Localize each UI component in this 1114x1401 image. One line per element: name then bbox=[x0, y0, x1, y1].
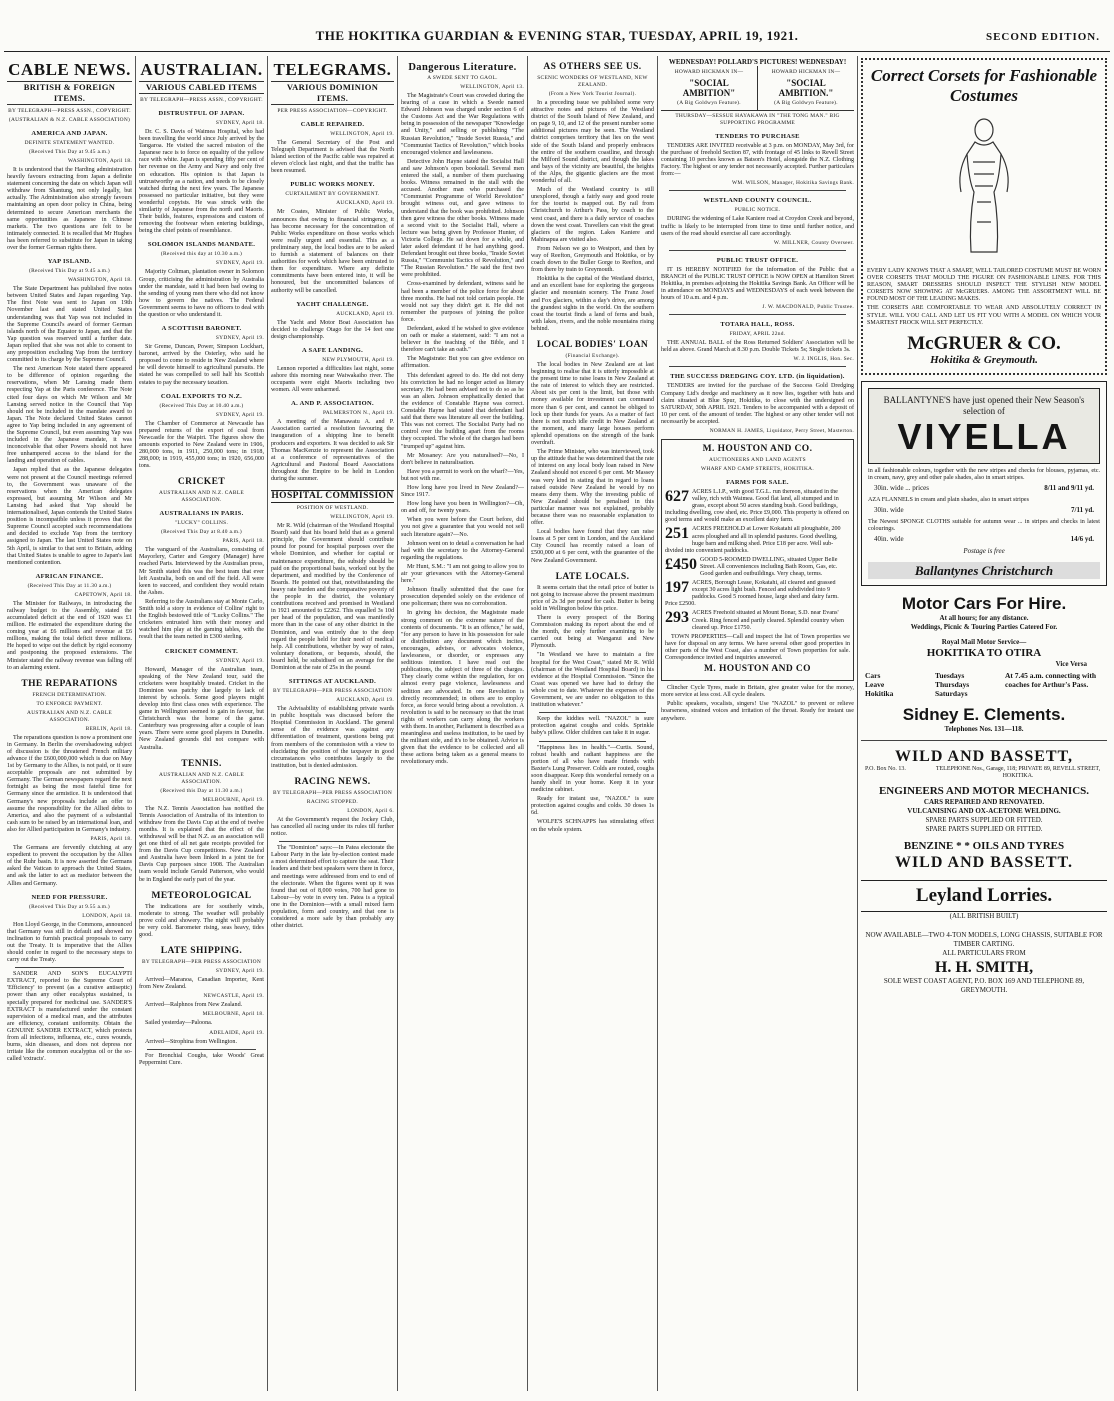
pictures-banner: WEDNESDAY! POLLARD'S PICTURES! WEDNESDAY! bbox=[668, 58, 847, 66]
dateline: NEW PLYMOUTH, April 19. bbox=[322, 356, 394, 363]
article-text: From Nelson we go to Westport, and then by way of Reefton, Greymouth and Hokitika, or by coach down to the Buller Gorge to Reefton, and from there by train to Greymouth. bbox=[531, 245, 654, 274]
corset-figure-illustration bbox=[939, 112, 1029, 262]
article-text: The General Secretary of the Post and Telegraph Department is advised that the North Island section of the Pacific cable was repaired at eleven o'clock last night, and that the traffic has been resumed. bbox=[271, 140, 394, 175]
divider bbox=[669, 190, 846, 191]
tennis-heading: TENNIS. bbox=[181, 758, 222, 769]
local-bodies-loan-heading: LOCAL BODIES' LOAN bbox=[536, 340, 649, 350]
article-text: Mr Hunt, S.M.: "I am not going to allow you to air your grievances with the Attorney-General here." bbox=[401, 563, 524, 585]
hsmith-address: SOLE WEST COAST AGENT, P.O. BOX 169 AND TELEPHONE 89, GREYMOUTH. bbox=[883, 976, 1085, 994]
dateline: CAPETOWN, April 18. bbox=[74, 591, 132, 598]
article-subheading: DEFINITE STATEMENT WANTED. bbox=[24, 140, 115, 146]
article-text: The indications are for southerly winds, moderate to strong. The weather will probably prove cold and showery. The night will probably be very cold. Barometer rising, seas heavy, tides good. bbox=[139, 903, 264, 939]
dateline: WELLINGTON, April 13. bbox=[460, 84, 524, 90]
pictures-sub: (A Big Goldwyn Feature). bbox=[677, 100, 741, 106]
byline: BY TELEGRAPH—PRESS ASSN., COPYRIGHT. bbox=[8, 108, 131, 114]
article-text: Lennon reported a difficulties last night, some ashore this morning near Waiwakaiho river. The occupants were eight Maoris including two women. All were unharmed. bbox=[271, 365, 394, 394]
masthead-rule bbox=[4, 51, 1110, 52]
notice-signature: NORMAN H. JAMES, Liquidator, Perry Street, Masterton. bbox=[709, 427, 854, 434]
byline: BY TELEGRAPH—PRESS ASSN., COPYRIGHT. bbox=[140, 97, 263, 103]
article-text: Detective John Hayne stated the Socialist Hall and saw Johnson's open bookstall. Several men entered the stall, a number of them purchasing books. Witness remained in the stall with the accused. Another man who purchased the "Communist Programme of World Revolution" brought witness out, and gave witness to understand that the book was prohibited. Johnson then gave witness the other books. Witness made a second visit to the Socialist Hall, where a lecture was being given by Professor Hunter, of Victoria College. He sat down for a while, and later asked defendant if he had anything good. Defendant brought out three books, "Inside Soviet Russia," "Communist Tactics of Revolution," and "The Russian Revolution." He said the first two were prohibited. bbox=[401, 158, 524, 279]
byline: AUSTRALIAN AND N.Z. CABLE ASSOCIATION. bbox=[27, 709, 112, 723]
timetable-cell: Leave bbox=[865, 680, 885, 690]
dateline: WELLINGTON, April 19. bbox=[330, 131, 394, 137]
article-text: Hon Lloyd George, in the Commons, announced that Germany was still in default and showed no inclination to furnish practical proposals to carry out the Treaty. It is imperative that the Allies should confer in regard to the necessary steps to carry out the Treaty. bbox=[7, 921, 132, 964]
farms-for-sale-heading: FARMS FOR SALE. bbox=[726, 478, 789, 486]
article-heading: DISTRUSTFUL OF JAPAN. bbox=[158, 110, 245, 117]
advertisement-text: WOLFE'S SCHNAPPS has stimulating effect on the whole system. bbox=[531, 819, 654, 833]
telegrams-subheading: VARIOUS DOMINION ITEMS. bbox=[271, 81, 394, 105]
article-subheading: A SWEDE SENT TO GAOL. bbox=[427, 75, 498, 81]
telegrams-heading: TELEGRAMS. bbox=[273, 60, 392, 79]
dateline: WASHINGTON, April 18. bbox=[68, 158, 132, 164]
divider bbox=[861, 740, 1107, 741]
dateline: SYDNEY, April 19. bbox=[215, 411, 264, 418]
farm-acres: 293 bbox=[665, 610, 689, 627]
leyland-sub: (ALL BRITISH BUILT) bbox=[949, 911, 1019, 920]
article-heading: CABLE REPAIRED. bbox=[300, 121, 365, 128]
corset-title: Correct Corsets for Fashionable Costumes bbox=[870, 66, 1098, 105]
edition-label: SECOND EDITION. bbox=[985, 31, 1100, 43]
pictures-star: HOWARD HICKMAN IN— bbox=[771, 69, 841, 75]
article-text: A meeting of the Manawatu A. and P. Association carried a resolution favouring the inauguration of a shipping line to benefit producers and exporters. It was decided to ask Sir Thomas MacKenzie to represent the Association at a conference of representatives of the Agricultural and Pastoral Board Associations throughout the Empire to be held in London during the summer. bbox=[271, 419, 394, 482]
article-text: Arrived—Strophina from Wellington. bbox=[145, 1038, 237, 1045]
article-text: The local bodies in New Zealand are at last beginning to realise that it is utterly impossible at the present time to raise loans in New Zealand at the rate of interest to which they are restricted. About six per cent is the limit, but those with money available for investment can command more than 6 per cent, and cannot be obliged to lock up their funds for years. As a matter of fact there is not much idle credit in New Zealand at the moment, and many large houses perform splendid operations on the strength of the bank overdraft. bbox=[531, 362, 654, 447]
viyella-intro: BALLANTYNE'S have just opened their New Season's selection of bbox=[883, 394, 1085, 416]
ballantynes-signature: Ballantynes Christchurch bbox=[868, 562, 1100, 579]
farm-description: ACRES L.I.P., with good T.G.L. run thereon, situated in the valley, rich with Waimea. Good flat land, all stumped and in grass, except about 50 acres standing bush. Good buildings, including dwelling, cow shed, etc. Price £9,000. This property is offered on good terms and would make an excellent dairy farm. bbox=[665, 488, 849, 524]
article-text: Howard, Manager of the Australian team, speaking of the New Zealand tour, said the cricketers were hospitably treated. Cricket in the Dominion was patchy due largely to lack of interest by schools. Some good players might develop into first class ones with experience. The game in Wellington seemed to gain in favour, but Christchurch was the home of the game. Canterbury was progressing after a couple of lean years. There were some good players in Dunedin. New Zealand grounds did not compare with Australia. bbox=[139, 666, 264, 751]
article-text: How long have you lived in New Zealand?—Since 1917. bbox=[401, 484, 524, 499]
byline: AUSTRALIAN AND N.Z. CABLE ASSOCIATION. bbox=[159, 490, 244, 504]
article-heading: CRICKET COMMENT. bbox=[164, 647, 239, 655]
dangerous-literature-heading: Dangerous Literature. bbox=[408, 62, 517, 73]
article-text: Japan replied that as the Japanese delegates were not present at the Council meetings referred to, the Government was unaware of the reservations when the American delegates expressed, but assuming Mr Wilson and Mr Lansing had asked that Yap should be internationalised, Japan contends the United States position is incompatible unless it proves that the Supreme Council accepted such recommendations and decided to exclude Yap from the territory assigned to Japan. The last United States note on 5th April, is similar to that sent to Britain, adding that United States is unable to agree to Japan's last mentioned contention. bbox=[7, 467, 132, 566]
article-text: The Chamber of Commerce at Newcastle has prepared returns of the export of coal from Newcastle for the Waipiri. The figures show the amounts exported to New Zealand were in 1906, 280,000 tons, in 1911, 250,000 tons; in 1918, 288,000; in 1919, 455,000 tons; in 1920, 656,000 tons. bbox=[139, 420, 264, 470]
article-heading: PUBLIC WORKS MONEY. bbox=[290, 181, 375, 189]
leyland-heading: Leyland Lorries. bbox=[861, 880, 1107, 912]
hsmith-name: H. H. SMITH, bbox=[934, 958, 1034, 976]
cable-news-subheading: BRITISH & FOREIGN ITEMS. bbox=[7, 81, 132, 105]
price-label: 30in. wide bbox=[874, 506, 904, 515]
notice-heading: PUBLIC TRUST OFFICE. bbox=[716, 256, 799, 264]
timetable-cell: Thursdays bbox=[935, 680, 970, 690]
australian-heading: AUSTRALIAN. bbox=[140, 60, 263, 79]
timetable-cell: Saturdays bbox=[935, 689, 968, 699]
column-cable-news bbox=[4, 56, 136, 1391]
article-subheading: TO ENFORCE PAYMENT. bbox=[36, 700, 103, 707]
farm-description: ACRES, Borough Lease, Kokatahi, all cleared and grassed except 30 acres light bush. Fenced and subdivided into 9 paddocks. Good 5 roomed house, large shed and dairy farm. Price £2500. bbox=[665, 580, 839, 608]
received-line: (Received This Day at 10.40 a.m.) bbox=[159, 402, 244, 409]
notice-text: TENDERS ARE INVITED receivable at 3 p.m. on MONDAY, May 3rd, for the purchase of freehold Section 87, with frontage of 45 links to Revell Street containing 10 perches known as Batson's Hotel, alongside the N.Z. Clothing Factory. The highest or any tender not necessarily accepted. Further particulars from:— bbox=[661, 143, 854, 178]
article-text: The Minister for Railways, in introducing the railway budget to the Assembly, stated the accumulated deficit at the end of 1920 was £1 million. He estimated the expenditure during the coming year at £6 millions and revenue at £6 millions, making the total deficit three millions. He hoped to wipe out the deficit by rigid economy and postponing the proposed extensions. The Minister stated the railway revenue was falling off to an alarming extent. bbox=[7, 600, 132, 671]
houston-heading: M. HOUSTON AND CO. bbox=[702, 443, 813, 454]
byline: (AUSTRALIAN & N.Z. CABLE ASSOCIATION) bbox=[8, 117, 131, 123]
dateline: SYDNEY, April 19. bbox=[215, 335, 264, 342]
dateline: WELLINGTON, April 19. bbox=[330, 514, 394, 521]
byline: BY TELEGRAPH—PER PRESS ASSOCIATION bbox=[141, 959, 262, 966]
motor-cars-heading: Motor Cars For Hire. bbox=[901, 594, 1067, 614]
advertisement-text: SANDER AND SON'S EUCALYPTI EXTRACT, reported to the Supreme Court of 'Efficiency' to prevent (as a curative antiseptic) power than any other eucalyptus sustained, is specially prepared for medicinal use. SANDER'S EXTRACT is manufactured under the constant supervision of a medical man, and the attributes are efficiency, constant uniformity. Obtain the GENUINE SANDER EXTRACT, which protects from all infections, influenza, etc., cures wounds, burns, skin diseases, and does not depress nor irritate like the common eucalyptus oil or the so-called 'extracts'. bbox=[7, 971, 132, 1063]
price-label: 30in. wide ... prices bbox=[874, 483, 930, 492]
source-line: (From a New York Tourist Journal). bbox=[548, 91, 637, 97]
dateline: LONDON, April 6. bbox=[347, 807, 394, 814]
farm-description: ACRES Freehold situated at Mount Bonar, S.D. near Evans' Creek. Ring fenced and partly cleared. Splendid country when cleared up. Price £1750. bbox=[692, 610, 844, 631]
article-text: The Germans are fervently clutching at any expedient to prevent the occupation by the Allies of the Ruhr basin. It is now asserted the Germans asked the Vatican to approach the United States, and ask the latter to act as mediator between the Allies and Germany. bbox=[7, 845, 132, 887]
cable-news-heading: CABLE NEWS. bbox=[8, 60, 131, 79]
article-text: Arrived—Maranoa, Canadian Importer, Kent from New Zealand. bbox=[139, 977, 264, 991]
farm-listing bbox=[665, 580, 850, 608]
timetable-cell: Hokitika bbox=[865, 689, 894, 699]
corset-ad bbox=[861, 58, 1107, 375]
late-locals-heading: LATE LOCALS. bbox=[555, 571, 630, 582]
article-text: Cross-examined by defendant, witness said he had been a member of the police force for about three months. He had not told certain people. He would not say they didn't get it. He did not remember the purposes of joining the police force. bbox=[401, 281, 524, 323]
farm-acres: 251 bbox=[665, 526, 689, 543]
column-dangerous-literature bbox=[398, 56, 528, 1391]
notice-text: TENDERS are invited for the purchase of the Success Gold Dredging Company Ltd's dredge and machinery as it now lies, together with huts and claim situated at Blue Spur, Hokitika, to close with the undersigned on SATURDAY, 30th APRIL 1921. Tenders to be accompanied with a deposit of 10 per cent. of the amount of tender. The highest or any other tender will not necessarily be accepted. bbox=[661, 383, 854, 425]
farm-description: ACRES FREEHOLD at Lower Kokatahi all ploughable, 200 acres ploughed and all in splendid pastures. Good dwelling, huge barn and milking shed. Price £18 per acre. Well sub-divided into convenient paddocks. bbox=[665, 526, 841, 554]
cricket-heading: CRICKET bbox=[177, 477, 226, 488]
article-text: Sailed yesterday—Paloona. bbox=[145, 1020, 213, 1027]
article-heading: A SAFE LANDING. bbox=[301, 346, 364, 354]
address: TELEPHONE Nos., Garage, 118; PRIVATE 89, REVELL STREET, HOKITIKA. bbox=[935, 766, 1101, 780]
dateline: PARIS, April 18. bbox=[90, 836, 132, 843]
viyella-wordmark: VIYELLA bbox=[897, 415, 1071, 457]
advertisement-text: Clincher Cycle Tyres, made in Britain, give greater value for the money, more service at less cost. All cycle dealers. bbox=[661, 685, 854, 699]
article-subheading: CURTAILMENT BY GOVERNMENT. bbox=[285, 191, 380, 198]
dateline: BERLIN, April 18. bbox=[85, 725, 132, 732]
motor-subheading: At all hours; for any distance. bbox=[939, 614, 1029, 623]
postage-note: Postage is free bbox=[963, 547, 1005, 556]
divider bbox=[539, 741, 646, 742]
dateline: WASHINGTON, April 18. bbox=[68, 277, 132, 284]
article-text: How long have you been in Wellington?—Oh, on and off, for twenty years. bbox=[401, 501, 524, 515]
wild-bassett-heading: WILD AND BASSETT. bbox=[894, 853, 1074, 871]
advertisement-text: Public speakers, vocalists, singers! Use "NAZOL" to prevent or relieve hoarseness, strained voices and irritation of the throat. Ready for instant use anywhere. bbox=[661, 701, 854, 722]
article-subheading: "LUCKY" COLLINS. bbox=[174, 520, 229, 527]
dateline: SYDNEY, April 18. bbox=[215, 120, 264, 126]
racing-news-heading: RACING NEWS. bbox=[294, 776, 371, 787]
article-text: The Magistrate: But you can give evidence on affirmation. bbox=[401, 356, 524, 370]
clements-name: Sidney E. Clements. bbox=[902, 705, 1066, 725]
article-heading: COAL EXPORTS TO N.Z. bbox=[160, 392, 243, 400]
column-advertisements bbox=[858, 56, 1110, 1391]
pictures-footer: THURSDAY—SESSUE HAYAKAWA IN "THE TONG MAN." BIG SUPPORTING PROGRAMME bbox=[675, 113, 840, 126]
article-text: "In Westland we have to maintain a fire hospital for the West Coast," stated Mr R. Wild (chairman of the Westland Hospital Board) in his evidence at the Hospital Commission. "Since the Coast was opened we have had to defray the whole cost to date. Whatever the expenses of the Government, we are under no obligation to this institution whatever." bbox=[531, 652, 654, 709]
notice-heading: TOTARA HALL, ROSS. bbox=[720, 321, 795, 329]
article-text: The Yacht and Motor Boat Association has decided to challenge Otago for the 14 feet one design championship. bbox=[271, 319, 394, 340]
article-heading: YAP ISLAND. bbox=[47, 258, 92, 266]
byline: BY TELEGRAPH—PER PRESS ASSOCIATION bbox=[272, 688, 393, 695]
pictures-title: "SOCIAL AMBITION." bbox=[778, 78, 834, 98]
article-text: Defendant, asked if he wished to give evidence on oath or make a statement, said: "I am not a believer in the teaching of the Bible, and I therefore can't take an oath." bbox=[401, 326, 524, 354]
price-label: 40in. wide bbox=[874, 535, 904, 544]
notice-subheading: FRIDAY, APRIL 22nd. bbox=[729, 331, 786, 338]
article-text: Majority Coltman, plantation owner in Solomon Group, criticising the administration by Australia under the mandate, said it had been bad owing to the sending of young men there who did not know how to govern the natives. The Federal Government seems to have no officers to deal with the question or who understand it. bbox=[139, 269, 264, 318]
price-value: 8/11 and 9/11 yd. bbox=[1044, 483, 1094, 492]
article-text: Hokitika is the capital of the Westland district, and an excellent base for exploring the gorgeous glacier and mountain scenery. The Franz Josef and Fox glaciers, within a day's drive, are among the grandest sights in the world. On the southern coast the tourist finds a land of ferns and bush, with lakes, rivers, and the noble mountains rising behind. bbox=[531, 276, 654, 332]
viyella-banner bbox=[868, 388, 1100, 464]
article-heading: SOLOMON ISLANDS MANDATE. bbox=[147, 241, 256, 249]
column-as-others-see-us bbox=[528, 56, 658, 1391]
route-name: HOKITIKA TO OTIRA bbox=[926, 647, 1042, 660]
dateline: MELBOURNE, April 18. bbox=[202, 1011, 264, 1018]
dateline: AUCKLAND, April 19. bbox=[336, 310, 394, 317]
article-text: The reparations question is now a prominent one in Germany. In Berlin the overshadowing subject of discussion is the threatened French military advance if the £600,000,000 which is due on May 1st by Germany to the Allies, is not paid, or it sure acceptable proposals are not submitted by Germany. The German newspapers regard the next fortnight as being the most fateful time for Germany since the armistice. It is understood that Germany's new proposals include an offer to assume the responsibility for the Allied debts to America, and also the payment of a substantial cash sum to be raised by an international loan, and also for Allied participation in Germany's industry. bbox=[7, 734, 132, 833]
article-text: Sir Greme, Duncan, Power, Simpson Lockhart, baronet, arrived by the Osterley, who said he proposed to come to reside in New Zealand where he will devote himself to agricultural pursuits. He stated he was compelled to sell half his Scottish estates to pay the necessary taxation. bbox=[139, 344, 264, 386]
wild-bassett-heading: WILD AND BASSETT, bbox=[894, 748, 1074, 766]
dateline: NEWCASTLE, April 19. bbox=[203, 993, 264, 1000]
benzine-line: BENZINE * * OILS AND TYRES bbox=[903, 839, 1065, 852]
received-line: (Received This Day at 11.30 a.m.) bbox=[27, 582, 112, 589]
notice-signature: W. MILLNER, County Overseer. bbox=[773, 239, 854, 246]
farm-listing bbox=[665, 526, 850, 554]
article-text: This defendant agreed to do. He did not deny his conviction he had no longer acted as literary secretary. He had been advised not to do so as he was an alien. Johnson emphatically denied that the evidence of Constable Hayne was correct. Constable Hayne had stated that defendant had said that there was literature all over the building. This was not correct. The Socialist Party had no control over the building apart from the rooms they occupied. The whole of the charges had been "trumped up" against him. bbox=[401, 372, 524, 450]
hospital-commission-heading: HOSPITAL COMMISSION bbox=[271, 491, 394, 502]
received-line: (Received This Day at 9.55 a.m.) bbox=[28, 903, 111, 910]
article-text: In a preceding issue we published some very attractive notes and pictures of the Westland district of the South Island of New Zealand, and on page 9, 10, and 12 of the present number some additional pictures may be seen. The Westland district comprises territory that lies on the west side of the South Island and properly embraces the entire of the southern coastline, and through the Milford Sound district, and though the lakes and bays of the vicinity are beautiful, the heights of the Alps, the gigantic glaciers are the most wonderful of all. bbox=[531, 100, 654, 185]
dateline: SYDNEY, April 19. bbox=[215, 260, 264, 267]
pictures-title: "SOCIAL AMBITION" bbox=[682, 78, 736, 98]
corset-copy: EVERY LADY KNOWS THAT A SMART, WELL TAILORED COSTUME MUST BE WORN OVER CORSETS THAT MOULD THE FIGURE ON FASHIONABLE LINES. FOR THIS REASON, SMART DRESSERS SHOULD INSPECT THE STYLISH NEW MODEL CORSETS NOW SHOWING AT McGRUERS. AMONG THE ASSORTMENT WILL BE FOUND MOST OF THE LEADING MAKES. bbox=[867, 268, 1101, 303]
divider bbox=[279, 841, 386, 842]
corset-copy: THE CORSETS ARE COMFORTABLE TO WEAR AND ABSOLUTELY CORRECT IN STYLE. WILL YOU CALL AND LET US FIT YOU WITH A MODEL ON WHICH YOUR SMARTEST FROCK WILL SET PERFECTLY. bbox=[867, 305, 1101, 326]
received-line: (Received This Day at 8.40 a.m.) bbox=[160, 529, 243, 536]
article-text: Johnson finally submitted that the case for prosecution depended solely on the evidence of one policeman; there was no corroboration. bbox=[401, 587, 524, 608]
article-text: Mr Mosaney: Are you naturalised?—No, I don't believe in naturalisation. bbox=[401, 452, 524, 466]
article-text: When you were before the Court before, did you not give a guarantee that you would not sell such literature again?—No. bbox=[401, 517, 524, 538]
australian-subheading: VARIOUS CABLED ITEMS bbox=[139, 81, 264, 94]
houston-footer: M. HOUSTON AND CO bbox=[704, 664, 811, 675]
notice-text: DURING the widening of Lake Kaniere road at Croydon Creek and beyond, traffic is likely to be interrupted from time to time until further notice, and users of the road should exercise all care accordingly. bbox=[661, 216, 854, 237]
article-heading: NEED FOR PRESSURE. bbox=[31, 893, 108, 901]
article-text: The "Dominion" says:—In Patea electorate the Labour Party in the late by-election contest made a most determined effort to capture the seat. Their leaders and their best speakers were there in force, and meetings were addressed from end to end of the electorate. When the figures went up it was found that out of 8,000 votes, 700 had gone to Labour—by vote in every ten. Patea is a typical one in the Dominion—with a small mixed farm population, form and country, and that one is considered a more safe by than probably any other district. bbox=[271, 845, 394, 930]
article-heading: AMERICA AND JAPAN. bbox=[31, 130, 108, 137]
late-shipping-heading: LATE SHIPPING. bbox=[160, 946, 243, 957]
column-australian bbox=[136, 56, 268, 1391]
timetable bbox=[861, 669, 1107, 700]
byline: PER PRESS ASSOCIATION—COPYRIGHT. bbox=[277, 108, 388, 114]
farm-listing bbox=[665, 610, 850, 631]
article-text: Mr Coates, Minister of Public Works, announces that owing to financial stringency, it has become necessary for the concentration of Public Works expenditure on those works which were really urgent and essential. This as a preliminary step, the local bodies are to be asked to furnish a statement of balances on their authorities for work which have been entrusted to them for expenditure. Where any definite commitments have been entered into, it will be honoured, but the uncommitted balances of authority will be cancelled. bbox=[271, 209, 394, 294]
farm-listing bbox=[665, 557, 850, 578]
engineers-sub: CARS REPAIRED AND RENOVATED. bbox=[923, 797, 1045, 806]
price-value: 7/11 yd. bbox=[1071, 506, 1094, 515]
timetable-cell: Cars bbox=[865, 671, 881, 681]
dateline: LONDON, April 18. bbox=[82, 912, 132, 919]
po-box: P.O. Box No. 13. bbox=[865, 766, 906, 773]
notice-text: IT IS HEREBY NOTIFIED for the information of the Public that a BRANCH of the PUBLIC TRUST OFFICE is NOW OPEN at Hamilton Street Hokitika, in premises adjoining the Hokitika Savings Bank. An Officer will be in attendance on MONDAYS and WEDNESDAYS of each week between the hours of 10 a.m. and 4 p.m. bbox=[661, 266, 854, 302]
article-text: In giving his decision, the Magistrate made strong comment on the extreme nature of the contents of documents. "It is an offence," he said, "for any person to have in his possession for sale or distribution any document which incites, encourages, advises, or advocates violence, lawlessness, or disorder, or expresses any seditious intention. I have read out the publications, the subject of three of the charges. They clearly come within the regulation, for on almost every page violence, lawlessness and sedition are advocated. In one Revolution is directly recommended; in others are to employ force, as force would bring about a revolution. A revolution is said to be necessary so that the trust rights of workers can carry along the workers with them. In another, Parliament is described as a meaningless and useless institution, to be used by the militant side, and it's to be obtained. Advice is given that the evidence to be collected and all these actions being taken as a general means to revolutionary ends. bbox=[401, 610, 524, 766]
received-line: (Received this day at 10.30 a.m.) bbox=[160, 251, 243, 258]
dateline: SYDNEY, April 19. bbox=[215, 657, 264, 664]
column-notices bbox=[658, 56, 858, 1391]
divider bbox=[539, 712, 646, 713]
notice-subheading: PUBLIC NOTICE. bbox=[734, 207, 781, 214]
farm-acres: 627 bbox=[665, 488, 689, 505]
royal-mail-line: Royal Mail Motor Service— bbox=[941, 638, 1027, 647]
divider bbox=[147, 1049, 256, 1050]
farm-listing bbox=[665, 489, 850, 524]
price-row bbox=[868, 484, 1100, 493]
article-text: Mr R. Wild (chairman of the Westland Hospital Board) said that his board held that as a general principle, the Government should contribute pound for pound for hospital purposes over the whole Dominion, and whether for capital or maintenance expenditure, the subsidy should be paid on the proportional basis, worked out by the department, and modified by the Conference of Boards. He pointed out that, notwithstanding the heavy rate burden and the comparative poverty of the people in the district, the voluntary contributions received and promised in Westland in 1921 amounted to £2262. This equalled 3s 10d per head of the population, and was manifestly more than in the case of any other district in the Dominion, and was entirely due to the deep regard the people held for their need of medical help. All contributions, whether by way of rates, voluntary donations, or bequests, should, the board held, be subsidised on an average for the Dominion at the rate of 25s in the pound. bbox=[271, 523, 394, 671]
timetable-cell: Tuesdays bbox=[935, 671, 965, 681]
clements-telephone: Telephones Nos. 131—118. bbox=[944, 725, 1024, 734]
pictures-ad bbox=[661, 66, 854, 111]
received-line: (Received This Day at 9.45 a.m.) bbox=[28, 149, 111, 155]
received-line: (Received This Day at 9.45 a.m.) bbox=[28, 268, 111, 275]
masthead bbox=[0, 28, 1114, 52]
article-text: Arrived—Ralphnos from New Zealand. bbox=[145, 1002, 243, 1009]
timetable-cell: At 7.45 a.m. connecting with coaches for Arthur's Pass. bbox=[1005, 671, 1097, 690]
article-text: The Advisability of establishing private wards in public hospitals was discussed before the Hospital Commission in Auckland. The general sense of the evidence was against any differentiation of treatment, questions being put from members of the commission with a view to elucidating the position of the taxpayer in good circumstances who contributes largely to the institution, but is denied admission. bbox=[271, 706, 394, 769]
article-text: The Magistrate's Court was crowded during the hearing of a case in which a Swede named Edward Johnson was charged under section 6 of the Customs Act and the War Regulations with being in possession of the newspaper "Knowledge and Unity," and selling or publishing "The Russian Revolution," "Inside Soviet Russia," and "Communist Tactics of Revolution," which books encouraged violence and lawlessness. bbox=[401, 93, 524, 156]
motor-subheading: Weddings, Picnic & Touring Parties Catered For. bbox=[910, 623, 1058, 632]
article-subheading: POSITION OF WESTLAND. bbox=[296, 505, 369, 512]
mcgruer-name: McGRUER & CO. bbox=[907, 332, 1061, 354]
price-value: 14/6 yd. bbox=[1070, 535, 1094, 544]
notice-heading: THE SUCCESS DREDGING COY. LTD. (in liquidation). bbox=[670, 373, 845, 381]
article-text: At the Government's request the Jockey Club, has cancelled all racing under its rules till further notice. bbox=[271, 816, 394, 838]
byline: BY TELEGRAPH—PER PRESS ASSOCIATION bbox=[272, 789, 393, 796]
article-text: The N.Z. Tennis Association has notified the Tennis Association of Australia of its intention to withdraw from the Davis Cup at the end of twelve months. It is explained that the effect of the withdrawal will be that N.Z. as an association will get one third of all net gate receipts provided for from the Davis Cup competitions. New Zealand and Australia have been linked in a joint tie for Davis Cup purposes since 1908. The Australian team would include Gerald Patterson, who would be in England the early part of the year. bbox=[139, 805, 264, 883]
spare-parts-line: SPARE PARTS SUPPLIED OR FITTED. bbox=[925, 815, 1043, 824]
dateline: PALMERSTON N., April 19. bbox=[323, 410, 394, 417]
article-text: Dr. C. S. Davis of Waimea Hospital, who had been travelling the world since July arrived by the Tangaroa. He visited the sacred mission of the Japanese race is to force on equality of the yellow race with white. Japan is spending fifty per cent of her revenue on the Army and Navy and only five on education. His opinion is that Japan is untrustworthy as a nation, and needs to be closely watched during the next few years. The Japanese possessed no particular initiative, but they were wonderful copyists. He was struck with the similarity of Japanese from the north and Maoris. Their builds, features, expressions and custom of removing the footwear when entering buildings, being the chief points of resemblance. bbox=[139, 129, 264, 235]
article-text: Local bodies have found that they can raise loans at 5 per cent in London, and the Auckland City Council has recently raised a loan of £500,000 at 6 per cent, with the guarantee of the New Zealand Government. bbox=[531, 529, 654, 564]
article-text: There is every prospect of the Boring Commission making its report about the end of the month, the only further examining to be carried out being at Wanganui and New Plymouth. bbox=[531, 615, 654, 650]
notice-heading: TENDERS TO PURCHASE bbox=[715, 133, 800, 140]
article-text: Much of the Westland country is still unexplored, though a fairly easy and good route for the tourist is mapped out. By rail from Christchurch to Arthur's Pass, by coach to the west coast, and there is a daily service of coaches down the west coast. Travellers can visit the great glaciers of the region. Lakes Kaniere and Mahinapua are visited also. bbox=[531, 187, 654, 243]
notice-signature: W. J. INGLIS, Hon. Sec. bbox=[793, 356, 854, 363]
notice-signature: WM. WILSON, Manager, Hokitika Savings Bank. bbox=[731, 180, 854, 187]
mcgruer-location: Hokitika & Greymouth. bbox=[930, 353, 1038, 366]
article-text: The vanguard of the Australians, consisting of Mayorlery, Carter and Gregory (Manager) have reached Paris. Interviewed by the Australian press, Mr Smith stated this was the best team that ever left Australia, both on and off the field. All were keen to succeed, and confident they would retain the Ashes. bbox=[139, 547, 264, 596]
route-vice-versa: Vice Versa bbox=[1055, 660, 1087, 669]
article-text: Referring to the Australians stay at Monte Carlo, Smith told a story in evidence of Collins' right to the English bestowed title of "Lucky Collins." The cricketers entrusted him with their money and watched him play at the gaming tables, with the result that the team netted in £300 sterling. bbox=[139, 598, 264, 641]
dateline: ADELAIDE, April 19. bbox=[209, 1029, 264, 1036]
article-subheading: SCENIC WONDERS OF WESTLAND, NEW ZEALAND. bbox=[537, 75, 648, 88]
advertisement-text: "Happiness lies in health."—Curtis. Sound, robust health and radiant happiness are the portion of all who have made friends with Baxter's Lung Preserver. Colds are routed, coughs soon disappear. Keep this wonderful remedy on a handy shelf in your home. Keep it in your medicine cabinet. bbox=[531, 744, 654, 794]
farm-price: £450 bbox=[665, 556, 697, 573]
houston-address: WHARF AND CAMP STREETS, HOKITIKA. bbox=[700, 465, 815, 472]
viyella-copy: in all fashionable colours, together with the new stripes and checks for blouses, pyjamas, etc. in cream, navy, grey and other pale shades, also in smart stripes. bbox=[868, 467, 1100, 481]
article-text: The Prime Minister, who was interviewed, took up the attitude that he was determined that the rate of interest on any local body loan raised in New Zealand should not exceed 6 per cent. Mr Massey was very kind in stating that in regard to loans raised outside New Zealand he would by no means deny them. Why the investing public of New Zealand should be penalised in this particular manner was not explained, probably because there was no reasonable explanation to offer. bbox=[531, 449, 655, 527]
dateline: PARIS, April 18. bbox=[222, 538, 264, 545]
article-subheading: FRENCH DETERMINATION. bbox=[32, 691, 107, 698]
pictures-sub: (A Big Goldwyn Feature). bbox=[774, 100, 838, 106]
advertisement-text: Ready for instant use, "NAZOL" is sure protection against coughs and colds. 30 doses 1s 6d. bbox=[531, 796, 654, 817]
vulcanising-line: VULCANISING AND OX-ACETONE WELDING. bbox=[907, 806, 1061, 815]
source-line: (Financial Exchange). bbox=[565, 353, 620, 359]
divider bbox=[15, 967, 124, 968]
houston-ad bbox=[661, 439, 854, 681]
engineers-heading: ENGINEERS AND MOTOR MECHANICS. bbox=[878, 784, 1090, 797]
ballantynes-ad bbox=[861, 381, 1107, 587]
farm-acres: 197 bbox=[665, 580, 689, 597]
meteorological-heading: METEOROLOGICAL bbox=[151, 890, 252, 901]
article-text: The State Department has published five notes between United States and Japan regarding Yap. The first Note was sent to Japan on 19th November last and stated United States understanding was that Yap was not included in the Supreme Council's award of former German islands north of the Equator to Japan, and that the Yap question was reserved until a further date. Japan replied that she was not able to consent to any proposition excluding Yap from the territory committed to its charge by the Supreme Council. bbox=[7, 286, 132, 364]
advertisement-text: Keep the kiddies well. "NAZOL" is sure protection against coughs and colds. Sprinkle baby's pillow. Older children can take it in sugar. bbox=[531, 716, 654, 737]
farm-description: GOOD 5-ROOMED DWELLING, situated Upper Belle Street. All conveniences including Bath Room, Gas, etc. Good garden and outbuildings. Very cheap, terms. bbox=[700, 556, 838, 577]
article-heading: A SCOTTISH BARONET. bbox=[161, 325, 242, 333]
spare-parts-line: SPARE PARTS SUPPLIED OR FITTED. bbox=[925, 824, 1043, 833]
column-telegrams bbox=[268, 56, 398, 1391]
dateline: AUCKLAND, April 19. bbox=[336, 200, 394, 207]
aza-copy: AZA FLANNELS in cream and plain shades, also in smart stripes bbox=[868, 496, 1029, 503]
leyland-copy: ALL PARTICULARS FROM bbox=[942, 948, 1026, 957]
article-text: It seems certain that the retail price of butter is not going to increase above the present maximum price of 2s 3d per pound for cash. Butter is being sold in Wellington below this price. bbox=[531, 584, 654, 612]
article-heading: YACHT CHALLENGE. bbox=[296, 300, 369, 308]
notice-heading: WESTLAND COUNTY COUNCIL. bbox=[703, 197, 812, 205]
leyland-copy: NOW AVAILABLE—TWO 4-TON MODELS, LONG CHASSIS, SUITABLE FOR TIMBER CARTING. bbox=[865, 930, 1103, 948]
dateline: MELBOURNE, April 19. bbox=[202, 796, 264, 803]
article-heading: AFRICAN FINANCE. bbox=[35, 572, 104, 580]
divider bbox=[669, 366, 846, 367]
byline: AUSTRALIAN AND N.Z. CABLE ASSOCIATION. bbox=[159, 771, 244, 785]
as-others-see-us-heading: AS OTHERS SEE US. bbox=[543, 62, 642, 72]
article-heading: A. AND P. ASSOCIATION. bbox=[291, 400, 374, 408]
notice-signature: J. W. MACDONALD, Public Trustee. bbox=[762, 304, 854, 311]
article-heading: AUSTRALIANS IN PARIS. bbox=[159, 510, 244, 518]
pictures-left bbox=[661, 66, 758, 110]
masthead-title: THE HOKITIKA GUARDIAN & EVENING STAR, TUESDAY, APRIL 19, 1921. bbox=[315, 28, 799, 43]
dateline: AUCKLAND, April 19. bbox=[336, 697, 394, 704]
divider bbox=[669, 250, 846, 251]
price-row bbox=[868, 506, 1100, 515]
wild-bassett-contact bbox=[861, 766, 1107, 780]
pictures-right bbox=[758, 66, 854, 110]
article-heading: SITTINGS AT AUCKLAND. bbox=[288, 678, 377, 686]
dateline: SYDNEY, April 19. bbox=[215, 968, 264, 975]
notice-text: TOWN PROPERTIES—Call and inspect the list of Town properties we have for disposal on any terms. We have several other good properties in other parts of the West Coast, also a number of Town properties for sale. Correspondence invited and inquiries answered. bbox=[665, 633, 850, 662]
article-subheading: RACING STOPPED. bbox=[306, 798, 359, 805]
article-text: Johnson went on to detail a conversation he had had with the secretary to the Attorney-General regarding the regulations. bbox=[401, 540, 524, 561]
notice-text: THE ANNUAL BALL of the Ross Returned Soldiers' Association will be held as above. Grand March at 8.30 p.m. Double Tickets 5s; Single tickets 3s. bbox=[661, 340, 854, 354]
advertisement-text: For Bronchial Coughs, take Woods' Great Peppermint Cure. bbox=[139, 1052, 264, 1066]
price-row bbox=[868, 535, 1100, 544]
article-text: Have you a permit to work on the wharf?—Yes, but not with me. bbox=[401, 468, 524, 482]
article-text: It is understood that the Harding administration heavily favours extracting from Japan a definite statement concerning the date on which Japan will withdraw from Shantung, not only legally, but actually. The Administration also strongly favours maintaining an open door policy in China, being determined to secure American merchants the same opportunities as Japanese in Chinese markets. The two questions are felt to be intimately connected. It is recalled that Mr Hughes has been referred to substitute for Japan in taking over the former German rights there. bbox=[7, 167, 132, 252]
pictures-star: HOWARD HICKMAN IN— bbox=[674, 69, 744, 75]
article-text: The next American Note stated there appeared to be difference of opinion regarding the reservations, when Mr Lansing made them respecting Yap at the Paris conference. The Note cited four days on which Mr Wilson and Mr Lansing served notice in the Council that Yap should not be included in the mandate award to Japan. The Note declared United States cannot agree to Yap being included in any agreement of the Supreme Council, but even assuming Yap was included in the Japanese mandate, it was inconceivable that other Powers should not have free unhampered access to the island for the landing and operation of cables. bbox=[7, 366, 132, 465]
houston-subheading: AUCTIONEERS AND LAND AGENTS bbox=[709, 456, 806, 463]
sponge-copy: The Newest SPONGE CLOTHS suitable for autumn wear ... in stripes and checks in latest colourings. bbox=[868, 519, 1100, 533]
article-heading: THE REPARATIONS bbox=[21, 678, 118, 689]
divider bbox=[669, 314, 846, 315]
received-line: (Received this Day at 11.30 a.m.) bbox=[160, 787, 243, 794]
